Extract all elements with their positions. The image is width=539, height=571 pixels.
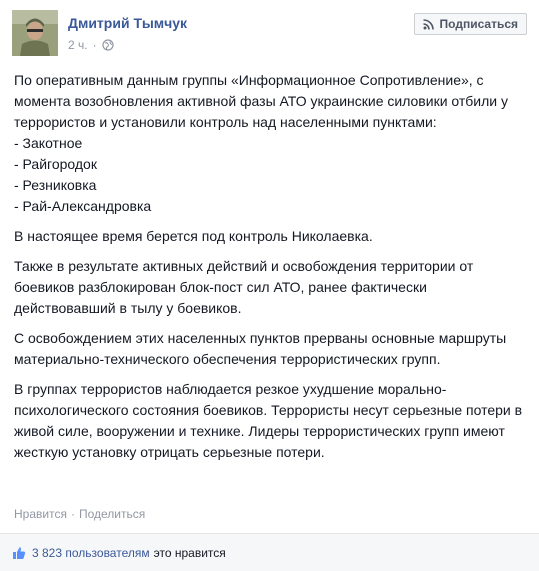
- post-paragraph-intro: [14, 70, 529, 217]
- avatar[interactable]: [12, 10, 58, 56]
- post-time[interactable]: 2 ч.: [68, 38, 88, 52]
- thumbs-up-icon: [12, 546, 26, 560]
- meta-separator: ·: [92, 38, 97, 52]
- post-paragraph: Также в результате активных действий и освобождения территории от боевиков разблокирован блок-пост сил АТО, ранее фактически действовавший в тылу у боевиков.: [14, 258, 474, 316]
- globe-icon[interactable]: [102, 39, 114, 51]
- post-paragraph: В группах террористов наблюдается резкое ухудшение морально-психологического состояния боевиков. Террористы несут серьезные потери в живой силе, вооружении и технике. Лидеры террористических групп имеют жесткую установку отрицать серьезные потери.: [14, 381, 523, 460]
- author-name[interactable]: Дмитрий Тымчук: [68, 15, 188, 31]
- likes-count-link[interactable]: 3 823 пользователям: [32, 545, 150, 560]
- post-paragraph: В настоящее время берется под контроль Николаевка.: [14, 228, 373, 244]
- post-header: [12, 10, 527, 60]
- post-paragraph: С освобождением этих населенных пунктов прерваны основные маршруты материально-технического обеспечения террористических групп.: [14, 330, 507, 367]
- post-body: [14, 70, 529, 472]
- town-item: - Райгородок: [14, 156, 97, 172]
- rss-icon: [423, 19, 434, 30]
- subscribe-button[interactable]: [414, 13, 527, 35]
- intro-text: По оперативным данным группы «Информационное Сопротивление», с момента возобновления активной фазы АТО украинские силовики отбили у террористов и установили контроль над населенными пунктами:: [14, 72, 509, 130]
- share-link[interactable]: Поделиться: [78, 507, 146, 521]
- avatar-photo: [12, 10, 58, 56]
- like-link[interactable]: Нравится: [14, 507, 67, 521]
- post-meta: [68, 38, 114, 52]
- post-actions: [14, 507, 145, 521]
- town-item: - Резниковка: [14, 177, 97, 193]
- subscribe-label: Подписаться: [439, 17, 518, 31]
- likes-summary: [0, 533, 539, 571]
- likes-tail-text: это нравится: [153, 545, 226, 560]
- action-separator: ·: [70, 507, 75, 521]
- town-item: - Закотное: [14, 135, 83, 151]
- town-item: - Рай-Александровка: [14, 198, 152, 214]
